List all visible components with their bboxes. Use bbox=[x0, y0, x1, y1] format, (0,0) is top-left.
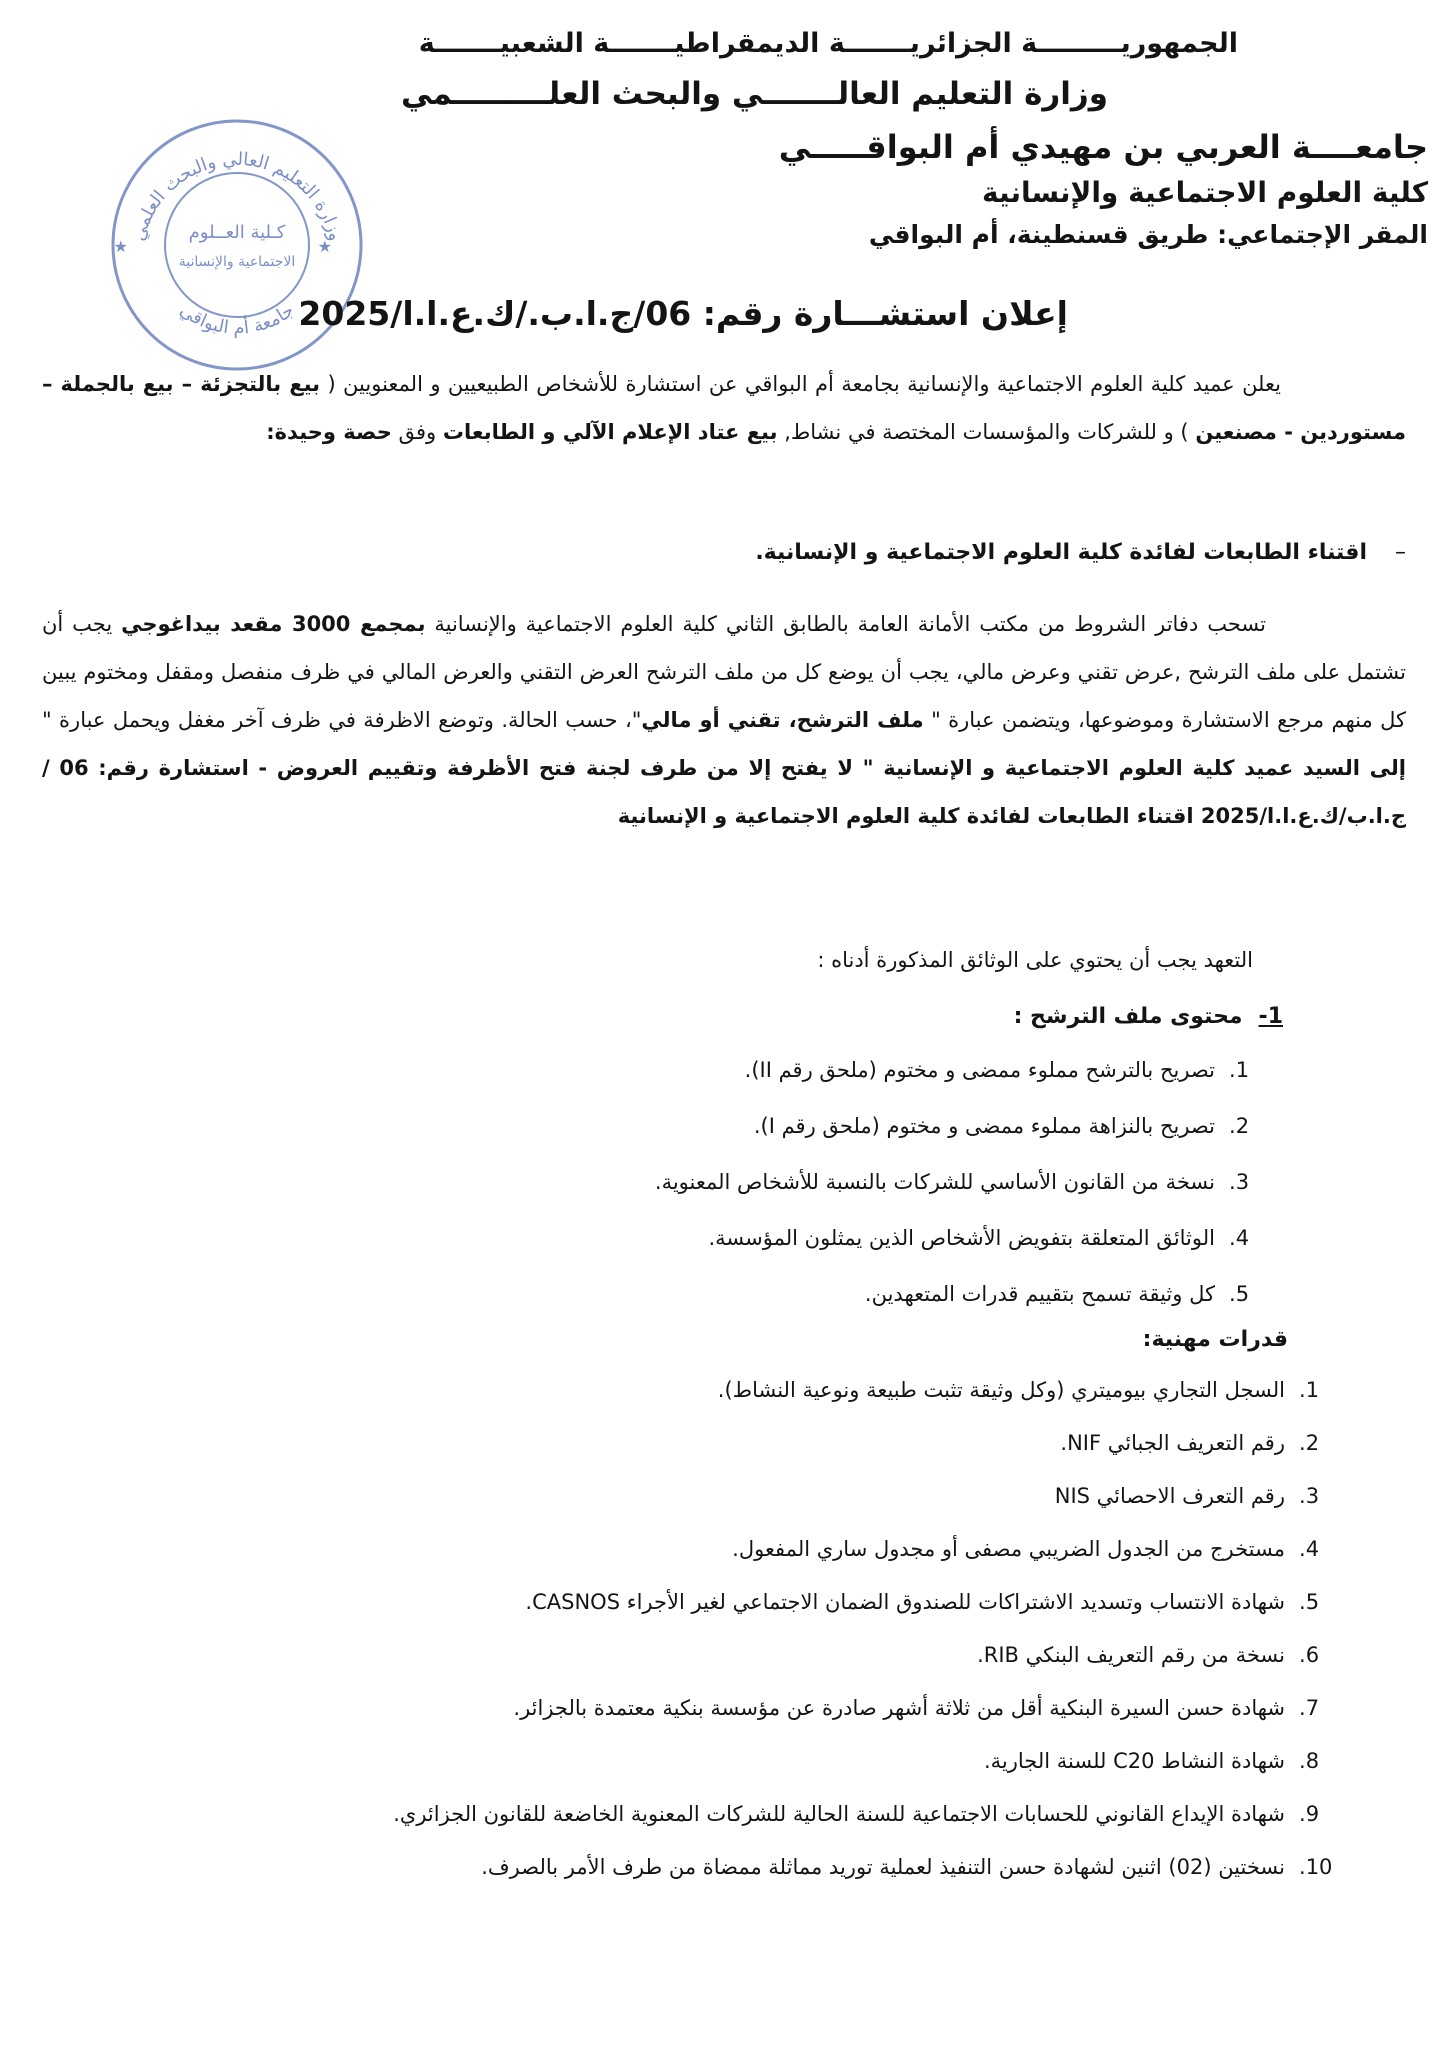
pledge-line: التعهد يجب أن يحتوي على الوثائق المذكورة أدناه : bbox=[817, 948, 1253, 972]
candidacy-list bbox=[655, 1058, 1263, 1338]
stamp-outer-text: وزارة التعليم العالي والبحث العلمي bbox=[128, 148, 346, 244]
item-number: 2. bbox=[1229, 1114, 1250, 1138]
professional-list bbox=[393, 1378, 1333, 1908]
specs-text-c: يجب أن تشتمل على ملف الترشح ,عرض تقني وعرض مالي، يجب أن يوضع كل من ملف الترشح العرض التقني والعرض المالي في ظرف منفصل ومقفل ومختوم يبين كل منهم مرجع الاستشارة وموضوعها، ويتضمن عبارة " bbox=[42, 612, 1406, 732]
ministry-line: وزارة التعليم العالـــــــي والبحث العلـــــــــمي bbox=[401, 76, 1108, 112]
list-item bbox=[655, 1170, 1263, 1226]
intro-text-f: حصة وحيدة: bbox=[266, 420, 392, 444]
item-number: 9. bbox=[1299, 1802, 1320, 1826]
section-label: محتوى ملف الترشح : bbox=[1013, 1004, 1243, 1029]
item-number: 7. bbox=[1299, 1696, 1320, 1720]
specs-text-b: بمجمع 3000 مقعد بيداغوجي bbox=[121, 612, 426, 636]
item-text: كل وثيقة تسمح بتقييم قدرات المتعهدين. bbox=[864, 1282, 1215, 1306]
list-item bbox=[393, 1802, 1333, 1855]
item-text: تصريح بالنزاهة مملوء ممضى و مختوم (ملحق رقم I). bbox=[753, 1114, 1215, 1138]
intro-text-a: يعلن عميد كلية العلوم الاجتماعية والإنسانية بجامعة أم البواقي عن استشارة للأشخاص الطبيعيين و المعنويين ( bbox=[320, 372, 1281, 396]
list-item bbox=[393, 1431, 1333, 1484]
item-number: 8. bbox=[1299, 1749, 1320, 1773]
list-item bbox=[393, 1378, 1333, 1431]
specs-text-f: إلى السيد عميد كلية العلوم الاجتماعية و الإنسانية " لا يفتح إلا من طرف لجنة فتح الأظرفة وتقييم العروض - استشارة رقم: 06 /ج.ا.ب/ك.ع.ا.ا/2025 اقتناء الطابعات لفائدة كلية العلوم الاجتماعية و الإنسانية bbox=[42, 756, 1406, 828]
item-number: 4. bbox=[1299, 1537, 1320, 1561]
item-number: 2. bbox=[1299, 1431, 1320, 1455]
item-text: شهادة حسن السيرة البنكية أقل من ثلاثة أشهر صادرة عن مؤسسة بنكية معتمدة بالجزائر. bbox=[513, 1696, 1285, 1720]
item-text: نسخة من رقم التعريف البنكي RIB. bbox=[977, 1643, 1285, 1667]
item-number: 1. bbox=[1229, 1058, 1250, 1082]
address-line: المقر الإجتماعي: طريق قسنطينة، أم البواقي bbox=[868, 220, 1428, 249]
bullet-dash: – bbox=[1395, 540, 1406, 565]
official-stamp-icon bbox=[102, 110, 372, 380]
item-number: 3. bbox=[1229, 1170, 1250, 1194]
list-item bbox=[393, 1749, 1333, 1802]
item-text: نسخة من القانون الأساسي للشركات بالنسبة للأشخاص المعنوية. bbox=[654, 1170, 1215, 1194]
specs-paragraph bbox=[42, 600, 1406, 840]
list-item bbox=[655, 1114, 1263, 1170]
list-item bbox=[655, 1226, 1263, 1282]
announcement-title: إعلان استشـــارة رقم: 06/ج.ا.ب./ك.ع.ا.ا/2025 bbox=[298, 294, 1068, 333]
item-number: 3. bbox=[1299, 1484, 1320, 1508]
item-number: 4. bbox=[1229, 1226, 1250, 1250]
specs-text-e: "، حسب الحالة. وتوضع الاظرفة في ظرف آخر مغفل ويحمل عبارة " bbox=[42, 708, 642, 732]
item-text: شهادة الانتساب وتسديد الاشتراكات للصندوق الضمان الاجتماعي لغير الأجراء CASNOS. bbox=[525, 1590, 1285, 1614]
item-number: 1. bbox=[1299, 1378, 1320, 1402]
intro-paragraph bbox=[42, 360, 1406, 456]
item-text: السجل التجاري بيوميتري (وكل وثيقة تثبت طبيعة ونوعية النشاط). bbox=[717, 1378, 1285, 1402]
svg-text:★: ★ bbox=[317, 237, 332, 256]
list-item bbox=[393, 1696, 1333, 1749]
intro-text-c: ) و للشركات والمؤسسات المختصة في نشاط, bbox=[777, 420, 1196, 444]
list-item bbox=[393, 1484, 1333, 1537]
item-text: شهادة النشاط C20 للسنة الجارية. bbox=[983, 1749, 1285, 1773]
item-number: 5. bbox=[1299, 1590, 1320, 1614]
specs-text-d: ملف الترشح، تقني أو مالي bbox=[641, 708, 924, 732]
list-item bbox=[655, 1058, 1263, 1114]
item-text: شهادة الإيداع القانوني للحسابات الاجتماعية للسنة الحالية للشركات المعنوية الخاضعة للقانون الجزائري. bbox=[393, 1802, 1285, 1826]
item-text: نسختين (02) اثنين لشهادة حسن التنفيذ لعملية توريد مماثلة ممضاة من طرف الأمر بالصرف. bbox=[481, 1855, 1285, 1879]
svg-text:★: ★ bbox=[113, 237, 128, 256]
list-item bbox=[393, 1537, 1333, 1590]
item-text: الوثائق المتعلقة بتفويض الأشخاص الذين يمثلون المؤسسة. bbox=[708, 1226, 1215, 1250]
republic-line: الجمهوريـــــــــة الجزائريـــــــة الديمقراطيـــــــة الشعبيـــــــة bbox=[418, 28, 1238, 59]
item-text: رقم التعرف الاحصائي NIS bbox=[1054, 1484, 1285, 1508]
svg-text:جامعة أم البواقي bbox=[176, 300, 298, 339]
professional-capacities-heading: قدرات مهنية: bbox=[1142, 1327, 1288, 1352]
item-text: مستخرج من الجدول الضريبي مصفى أو مجدول ساري المفعول. bbox=[732, 1537, 1285, 1561]
stamp-inner-text-1: كـلية العــلوم bbox=[188, 222, 286, 243]
item-number: 6. bbox=[1299, 1643, 1320, 1667]
stamp-inner-text-2: الاجتماعية والإنسانية bbox=[178, 254, 296, 270]
specs-text-a: تسحب دفاتر الشروط من مكتب الأمانة العامة بالطابق الثاني كلية العلوم الاجتماعية والإنسانية bbox=[425, 612, 1266, 636]
item-number: 5. bbox=[1229, 1282, 1250, 1306]
list-item bbox=[393, 1590, 1333, 1643]
list-item bbox=[393, 1855, 1333, 1908]
lot-text: اقتناء الطابعات لفائدة كلية العلوم الاجتماعية و الإنسانية. bbox=[755, 540, 1367, 565]
item-number: 10. bbox=[1299, 1855, 1333, 1879]
university-line: جامعــــة العربي بن مهيدي أم البواقـــــي bbox=[778, 128, 1428, 166]
intro-text-b: بيع بالتجزئة – بيع بالجملة – مستوردين - مصنعين bbox=[42, 372, 1406, 444]
item-text: تصريح بالترشح مملوء ممضى و مختوم (ملحق رقم II). bbox=[744, 1058, 1215, 1082]
faculty-line: كلية العلوم الاجتماعية والإنسانية bbox=[982, 176, 1428, 209]
list-item bbox=[393, 1643, 1333, 1696]
item-text: رقم التعريف الجبائي NIF. bbox=[1060, 1431, 1285, 1455]
intro-text-d: بيع عتاد الإعلام الآلي و الطابعات bbox=[442, 420, 778, 444]
lot-bullet bbox=[755, 540, 1406, 565]
intro-text-e: وفق bbox=[391, 420, 443, 444]
section-number: 1- bbox=[1258, 1004, 1283, 1029]
section-candidacy-heading bbox=[1014, 1004, 1283, 1029]
stamp-bottom-text: جامعة أم البواقي bbox=[175, 299, 299, 339]
